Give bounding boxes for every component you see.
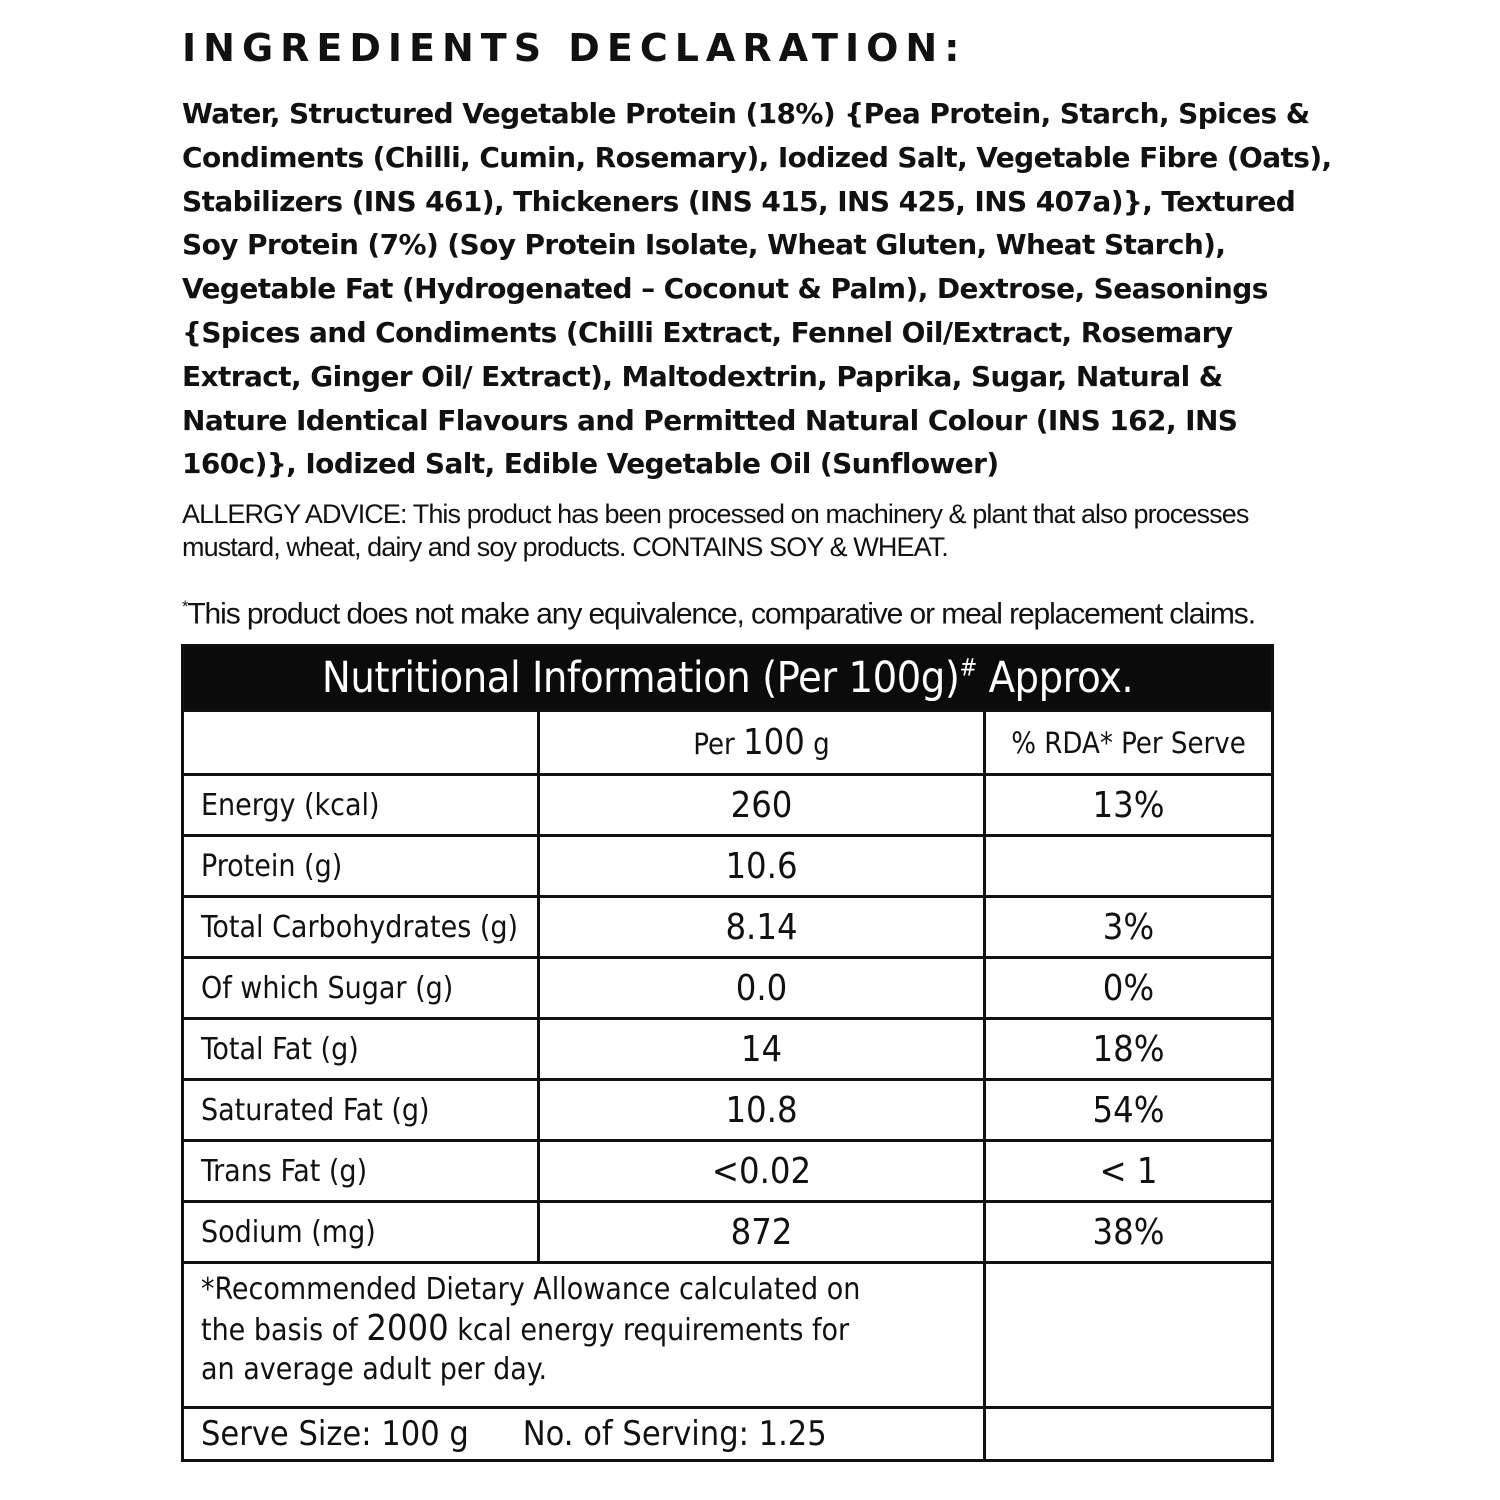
nutrition-header-row (183, 711, 1273, 775)
nutrient-row-protein (183, 836, 1273, 897)
rda-note-empty-cell (985, 1263, 1273, 1408)
header-empty-cell (183, 711, 539, 775)
nutrient-value: 10.8 (539, 1080, 985, 1141)
nutrient-value: 0.0 (539, 958, 985, 1019)
nutrient-name: Total Fat (g) (183, 1019, 539, 1080)
serving-row (183, 1408, 1273, 1461)
claims-disclaimer (182, 588, 1382, 634)
nutrient-row-saturated-fat (183, 1080, 1273, 1141)
number-of-servings: No. of Serving: 1.25 (522, 1414, 827, 1454)
nutrient-value: 14 (539, 1019, 985, 1080)
nutrient-row-energy (183, 775, 1273, 836)
nutrient-name: Total Carbohydrates (g) (183, 897, 539, 958)
header-rda: % RDA* Per Serve (985, 711, 1273, 775)
ingredients-heading: INGREDIENTS DECLARATION: (182, 26, 967, 70)
nutrient-name: Saturated Fat (g) (183, 1080, 539, 1141)
nutrient-value: 10.6 (539, 836, 985, 897)
serving-cell (183, 1408, 985, 1461)
nutrient-row-sugar (183, 958, 1273, 1019)
rda-note-row (183, 1263, 1273, 1408)
nutrient-value: 260 (539, 775, 985, 836)
nutrient-rda: 0% (985, 958, 1273, 1019)
serve-size: Serve Size: 100 g (201, 1414, 469, 1454)
nutrient-name: Trans Fat (g) (183, 1141, 539, 1202)
nutrient-row-total-fat (183, 1019, 1273, 1080)
nutrient-rda: 3% (985, 897, 1273, 958)
nutrient-rda: 54% (985, 1080, 1273, 1141)
nutrition-title-mark: # (959, 653, 977, 682)
nutrition-title: Nutritional Information (Per 100g)# Approx. (183, 646, 1273, 711)
nutrient-name: Of which Sugar (g) (183, 958, 539, 1019)
nutrient-rda: < 1 (985, 1141, 1273, 1202)
nutrient-value: 8.14 (539, 897, 985, 958)
rda-note-cell (183, 1263, 985, 1408)
nutrient-rda (985, 836, 1273, 897)
nutrient-row-trans-fat (183, 1141, 1273, 1202)
nutrient-row-sodium (183, 1202, 1273, 1263)
serving-empty-cell (985, 1408, 1273, 1461)
nutrient-value: <0.02 (539, 1141, 985, 1202)
claims-text: This product does not make any equivalence, comparative or meal replacement claims. (187, 597, 1255, 631)
nutrition-table (181, 644, 1274, 1462)
nutrient-row-carbohydrates (183, 897, 1273, 958)
nutrient-value: 872 (539, 1202, 985, 1263)
nutrient-rda: 18% (985, 1019, 1273, 1080)
rda-note: *Recommended Dietary Allowance calculated on the basis of 2000 kcal energy requirements for an average adult per day. (201, 1272, 861, 1387)
ingredients-list: Water, Structured Vegetable Protein (18%) {Pea Protein, Starch, Spices & Condiments (Chilli, Cumin, Rosemary), Iodized Salt, Vegetable Fibre (Oats), Stabilizers (INS 461), Thickeners (INS 415, INS 425, INS 407a)}, Textured Soy Protein (7%) (Soy Protein Isolate, Wheat Gluten, Wheat Starch), Vegetable Fat (Hydrogenated – Coconut & Palm), Dextrose, Seasonings {Spices and Condiments (Chilli Extract, Fennel Oil/Extract, Rosemary Extract, Ginger Oil/ Extract), Maltodextrin, Paprika, Sugar, Natural & Nature Identical Flavours and Permitted Natural Colour (INS 162, INS 160c)}, Iodized Salt, Edible Vegetable Oil (Sunflower) (182, 97, 1332, 481)
nutrient-rda: 38% (985, 1202, 1273, 1263)
nutrient-name: Energy (kcal) (183, 775, 539, 836)
allergy-advice: ALLERGY ADVICE: This product has been processed on machinery & plant that also processes mustard, wheat, dairy and soy products. CONTAINS SOY & WHEAT. (182, 499, 1249, 562)
nutrient-rda: 13% (985, 775, 1273, 836)
claims-mark: * (182, 598, 188, 616)
nutrient-name: Sodium (mg) (183, 1202, 539, 1263)
header-per-100g: Per 100 g (539, 711, 985, 775)
nutrient-name: Protein (g) (183, 836, 539, 897)
